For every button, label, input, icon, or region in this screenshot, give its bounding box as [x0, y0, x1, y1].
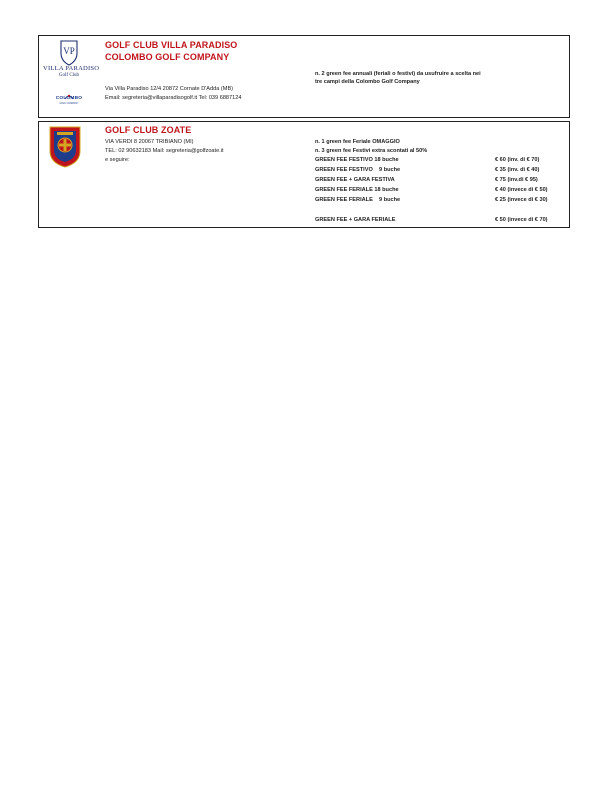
fee-label: GREEN FEE FESTIVO 9 buche — [315, 167, 401, 173]
offer-line: n. 1 green fee Feriale OMAGGIO — [315, 139, 400, 145]
offer-line: n. 2 green fee annuali (feriali o festivi) da usufruire a scelta nei — [315, 71, 481, 77]
colombo-logo — [47, 88, 91, 110]
fee-label: GREEN FEE + GARA FESTIVA — [315, 177, 395, 183]
colombo-name: COLOMBO — [55, 96, 83, 101]
fee-price: € 60 (inv. di € 70) — [495, 157, 540, 163]
club-contact: TEL: 02 90632183 Mail: segreteria@golfzoate.it — [105, 148, 224, 154]
logo-club-name: VILLA PARADISO — [43, 65, 100, 72]
club-address: VIA VERDI 8 20067 TRIBIANO (MI) — [105, 139, 194, 145]
zoate-logo — [48, 125, 82, 169]
villa-paradiso-logo — [43, 39, 100, 85]
fee-price: € 50 (invece di € 70) — [495, 217, 548, 223]
club-title: GOLF CLUB ZOATE — [105, 125, 192, 135]
club-address: Via Villa Paradiso 12/4 20872 Cornate D'Adda (MB) — [105, 86, 234, 92]
fee-price: € 40 (invece di € 50) — [495, 187, 548, 193]
club-card-villa-paradiso — [38, 35, 570, 118]
fee-label: GREEN FEE FERIALE 18 buche — [315, 187, 399, 193]
svg-text:VP: VP — [63, 46, 75, 56]
fee-label: GREEN FEE + GARA FERIALE — [315, 217, 396, 223]
club-subtitle: COLOMBO GOLF COMPANY — [105, 52, 230, 62]
offer-line: n. 3 green fee Festivi extra scontati al 50% — [315, 148, 428, 154]
club-title: GOLF CLUB VILLA PARADISO — [105, 40, 238, 50]
fee-price: € 75 (inv.di € 95) — [495, 177, 538, 183]
fee-price: € 35 (inv. di € 40) — [495, 167, 540, 173]
fee-label: GREEN FEE FESTIVO 18 buche — [315, 157, 399, 163]
fee-price: € 25 (invece di € 30) — [495, 197, 548, 203]
club-contact: Email: segreteria@villaparadisogolf.it Tel: 039 6887124 — [105, 95, 242, 101]
offer-line: tre campi della Colombo Golf Company — [315, 79, 420, 85]
club-crest-icon — [48, 125, 82, 169]
colombo-sub: GOLF COMPANY — [59, 102, 79, 105]
club-card-zoate — [38, 121, 570, 228]
club-followup: e seguire: — [105, 157, 130, 163]
logo-club-sub: Golf Club — [58, 73, 80, 78]
fee-label: GREEN FEE FERIALE 9 buche — [315, 197, 401, 203]
